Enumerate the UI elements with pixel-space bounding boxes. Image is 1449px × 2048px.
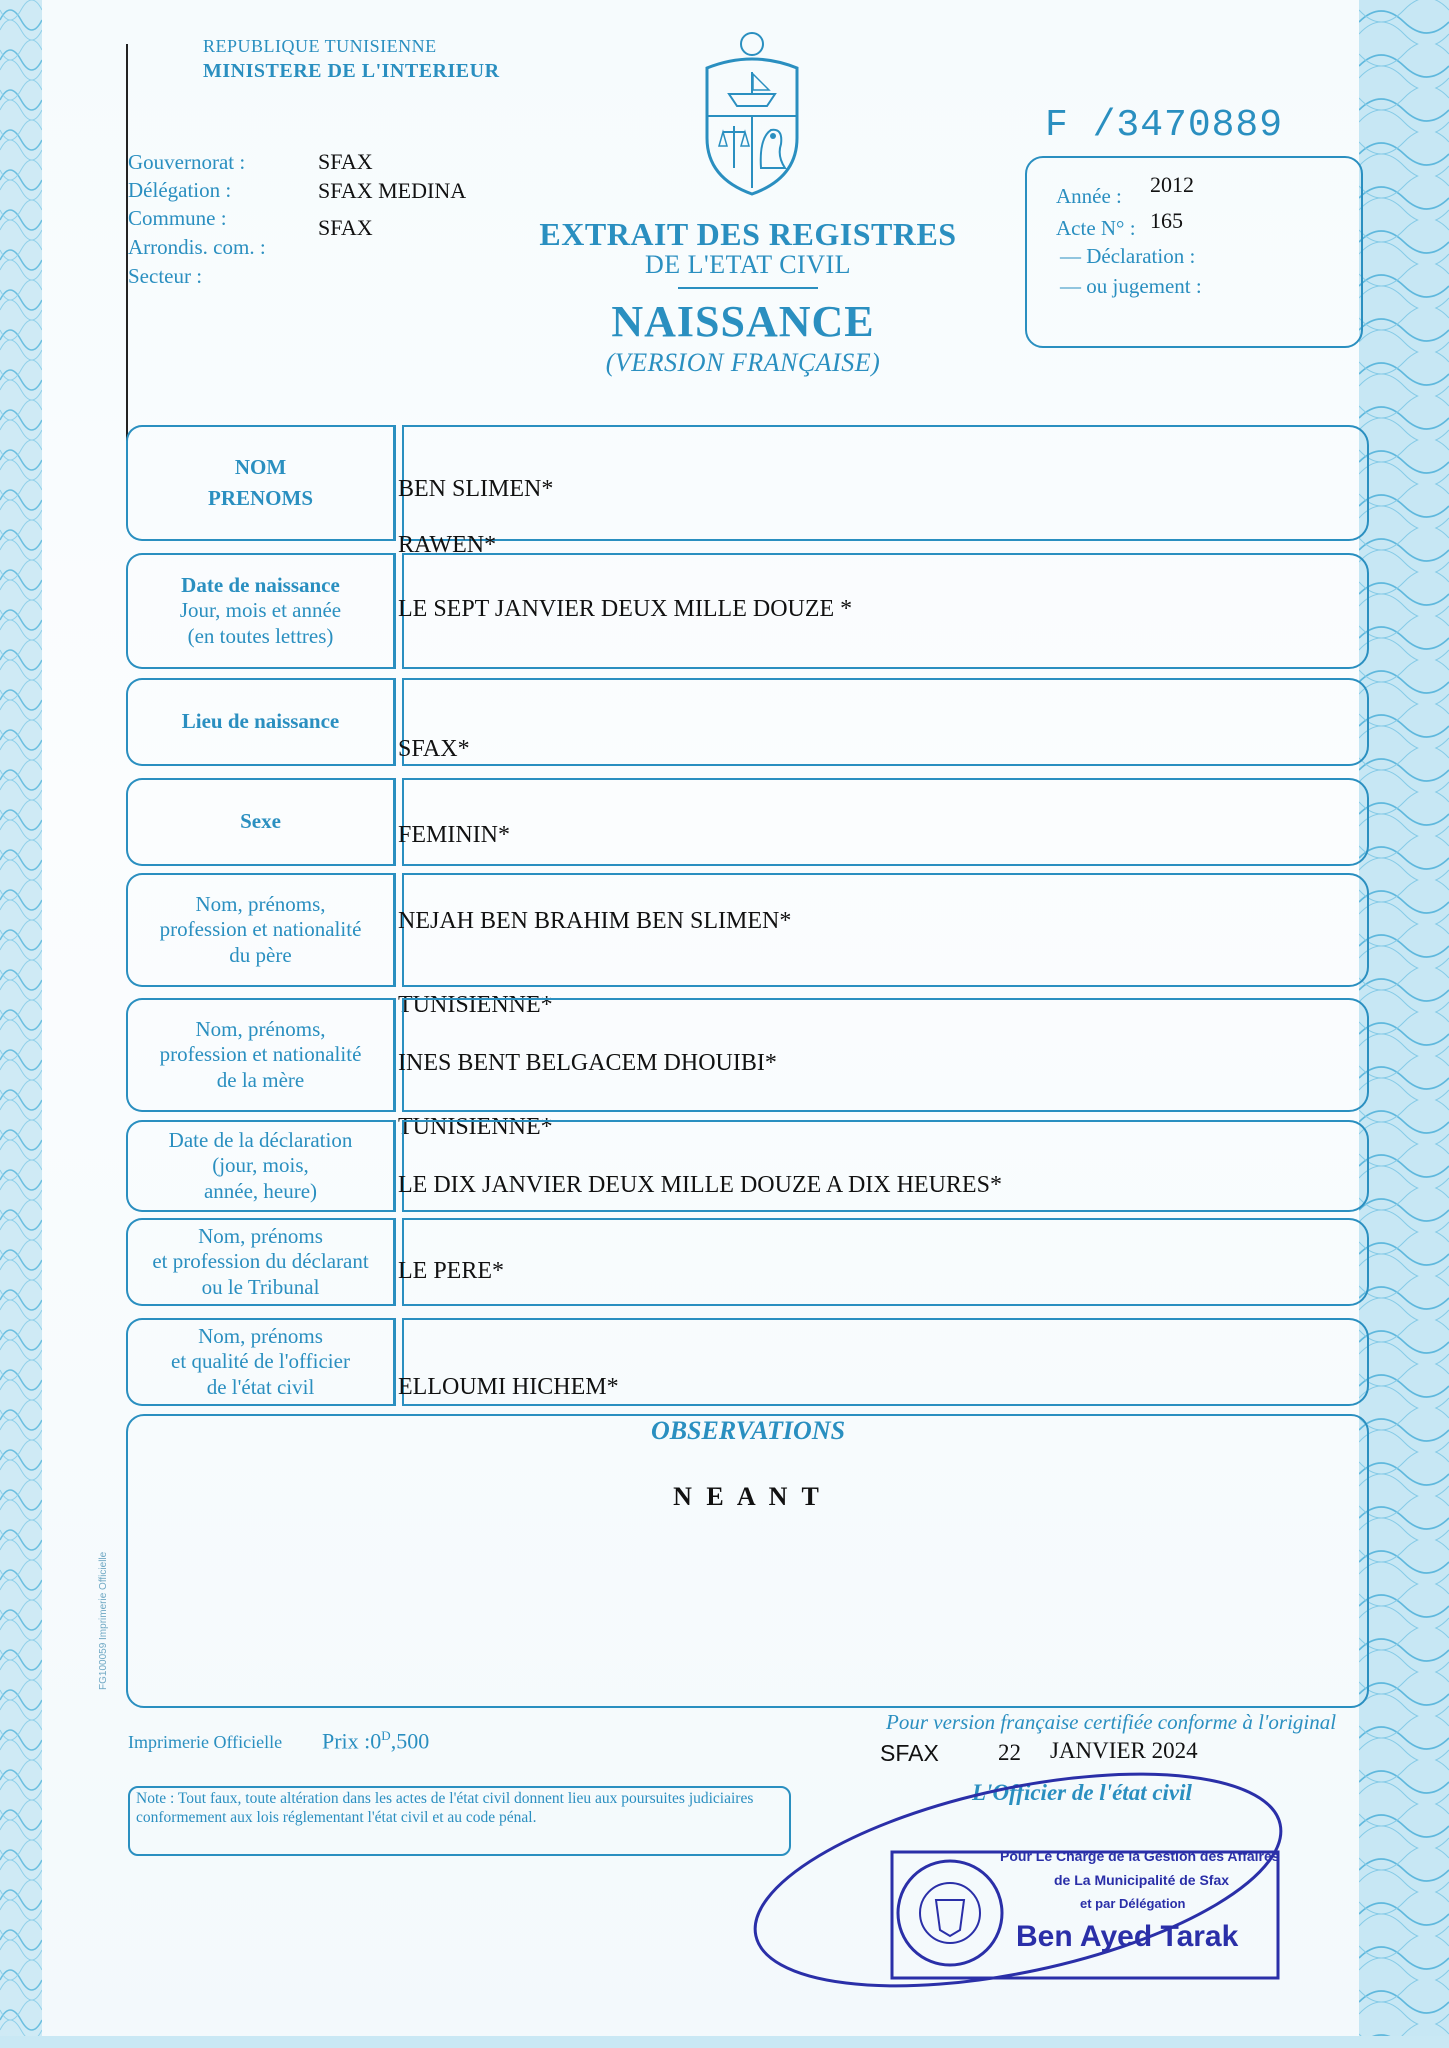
label-date-naissance-sub2: (en toutes lettres) bbox=[187, 623, 334, 648]
prix-superscript: D bbox=[381, 1728, 391, 1743]
label-declarant bbox=[126, 1218, 396, 1306]
label-lieu-naissance bbox=[126, 678, 396, 766]
label-pere bbox=[126, 873, 396, 987]
commune-label: Commune : bbox=[128, 206, 227, 230]
imprimerie-label: Imprimerie Officielle bbox=[128, 1732, 283, 1752]
label-officier-line1: Nom, prénoms bbox=[198, 1324, 323, 1349]
bottom-border bbox=[0, 2036, 1449, 2048]
declaration-label: — Déclaration : bbox=[1060, 244, 1196, 268]
title-etat-civil: DE L'ETAT CIVIL bbox=[644, 250, 852, 279]
label-nom: NOM bbox=[234, 454, 287, 479]
title-naissance: NAISSANCE bbox=[611, 297, 875, 346]
title-version: (VERSION FRANÇAISE) bbox=[605, 348, 881, 377]
ministry-heading: MINISTERE DE L'INTERIEUR bbox=[203, 60, 500, 82]
prix-prefix: Prix :0 bbox=[322, 1728, 382, 1754]
legal-note: Note : Tout faux, toute altération dans les actes de l'état civil donnent lieu aux poursuites judiciaires conformement aux lois réglementant l'état civil et au code pénal. bbox=[136, 1790, 754, 1826]
label-mere-line3: de la mère bbox=[216, 1067, 305, 1092]
label-officier-line3: de l'état civil bbox=[206, 1374, 315, 1399]
serial-number bbox=[1045, 104, 1283, 147]
value-mere-nom: INES BENT BELGACEM DHOUIBI* bbox=[398, 1050, 777, 1076]
label-mere-line2: profession et nationalité bbox=[159, 1042, 362, 1067]
commune-value: SFAX bbox=[318, 215, 373, 240]
value-pere-nom: NEJAH BEN BRAHIM BEN SLIMEN* bbox=[398, 908, 792, 934]
republic-heading: REPUBLIQUE TUNISIENNE bbox=[203, 36, 437, 56]
value-pere-nationalite: TUNISIENNE* bbox=[398, 992, 553, 1018]
label-sexe-text: Sexe bbox=[240, 809, 281, 834]
annee-value: 2012 bbox=[1150, 172, 1194, 197]
value-prenoms: RAWEN* bbox=[398, 532, 497, 558]
label-officier-line2: et qualité de l'officier bbox=[171, 1349, 350, 1374]
label-nom-prenoms bbox=[126, 425, 396, 541]
officer-title: L'Officier de l'état civil bbox=[972, 1780, 1192, 1805]
serial-number-text: F /3470889 bbox=[1045, 104, 1284, 147]
value-date-declaration: LE DIX JANVIER DEUX MILLE DOUZE A DIX HEURES* bbox=[398, 1172, 1002, 1198]
value-officier: ELLOUMI HICHEM* bbox=[398, 1374, 619, 1400]
label-date-naissance-title: Date de naissance bbox=[181, 573, 340, 598]
label-pere-line2: profession et nationalité bbox=[159, 917, 362, 942]
field-declarant bbox=[402, 1218, 1369, 1306]
observations-title: OBSERVATIONS bbox=[650, 1416, 846, 1445]
certification-city: SFAX bbox=[880, 1740, 939, 1766]
stamp-line1: Pour Le Chargé de la Gestion des Affaires bbox=[1000, 1848, 1280, 1864]
arrondissement-label: Arrondis. com. : bbox=[128, 235, 266, 259]
label-declaration-line1: Date de la déclaration bbox=[168, 1128, 353, 1153]
label-mere bbox=[126, 998, 396, 1112]
observations-value: N E A N T bbox=[673, 1482, 823, 1511]
label-declaration-line3: année, heure) bbox=[203, 1178, 318, 1203]
field-lieu-naissance bbox=[402, 678, 1369, 766]
label-date-naissance bbox=[126, 553, 396, 669]
label-mere-line1: Nom, prénoms, bbox=[195, 1017, 326, 1042]
secteur-label: Secteur : bbox=[128, 264, 203, 288]
certification-day: 22 bbox=[998, 1740, 1021, 1765]
observations-box bbox=[126, 1414, 1369, 1708]
value-sexe: FEMININ* bbox=[398, 822, 510, 848]
side-print-code: FG100059 Imprimerie Officielle bbox=[98, 1551, 109, 1690]
acte-value: 165 bbox=[1150, 208, 1183, 233]
label-pere-line3: du père bbox=[229, 942, 292, 967]
jugement-label: — ou jugement : bbox=[1060, 274, 1202, 298]
value-nom: BEN SLIMEN* bbox=[398, 476, 554, 502]
value-lieu-naissance: SFAX* bbox=[398, 736, 470, 762]
field-sexe bbox=[402, 778, 1369, 866]
stamp-line3: et par Délégation bbox=[1080, 1896, 1186, 1911]
label-prenoms: PRENOMS bbox=[208, 486, 313, 510]
label-declarant-line3: ou le Tribunal bbox=[201, 1274, 320, 1299]
tunisia-coat-of-arms bbox=[693, 28, 811, 198]
annee-label: Année : bbox=[1056, 184, 1122, 208]
prix-suffix: ,500 bbox=[390, 1728, 430, 1754]
label-declarant-line2: et profession du déclarant bbox=[152, 1249, 369, 1274]
label-declaration-line2: (jour, mois, bbox=[212, 1153, 309, 1178]
gouvernorat-value: SFAX bbox=[318, 149, 373, 174]
title-divider bbox=[678, 287, 818, 289]
value-mere-nationalite: TUNISIENNE* bbox=[398, 1114, 553, 1140]
label-lieu-naissance-text: Lieu de naissance bbox=[181, 709, 340, 734]
label-date-naissance-sub1: Jour, mois et année bbox=[179, 598, 342, 623]
stamp-name: Ben Ayed Tarak bbox=[1016, 1920, 1239, 1953]
value-declarant: LE PERE* bbox=[398, 1258, 504, 1284]
certification-text: Pour version française certifiée conforme à l'original bbox=[886, 1710, 1337, 1734]
title-extrait: EXTRAIT DES REGISTRES bbox=[539, 216, 957, 252]
label-officier bbox=[126, 1318, 396, 1406]
gouvernorat-label: Gouvernorat : bbox=[128, 150, 246, 174]
delegation-label: Délégation : bbox=[128, 178, 232, 202]
value-date-naissance: LE SEPT JANVIER DEUX MILLE DOUZE * bbox=[398, 596, 853, 622]
prix-label bbox=[322, 1728, 429, 1754]
stamp-line2: de La Municipalité de Sfax bbox=[1054, 1872, 1230, 1888]
label-date-declaration bbox=[126, 1120, 396, 1212]
certification-month-year: JANVIER 2024 bbox=[1050, 1738, 1198, 1763]
label-declarant-line1: Nom, prénoms bbox=[198, 1224, 323, 1249]
label-pere-line1: Nom, prénoms, bbox=[195, 892, 326, 917]
acte-label: Acte N° : bbox=[1056, 216, 1136, 240]
delegation-value: SFAX MEDINA bbox=[318, 178, 467, 203]
label-sexe bbox=[126, 778, 396, 866]
